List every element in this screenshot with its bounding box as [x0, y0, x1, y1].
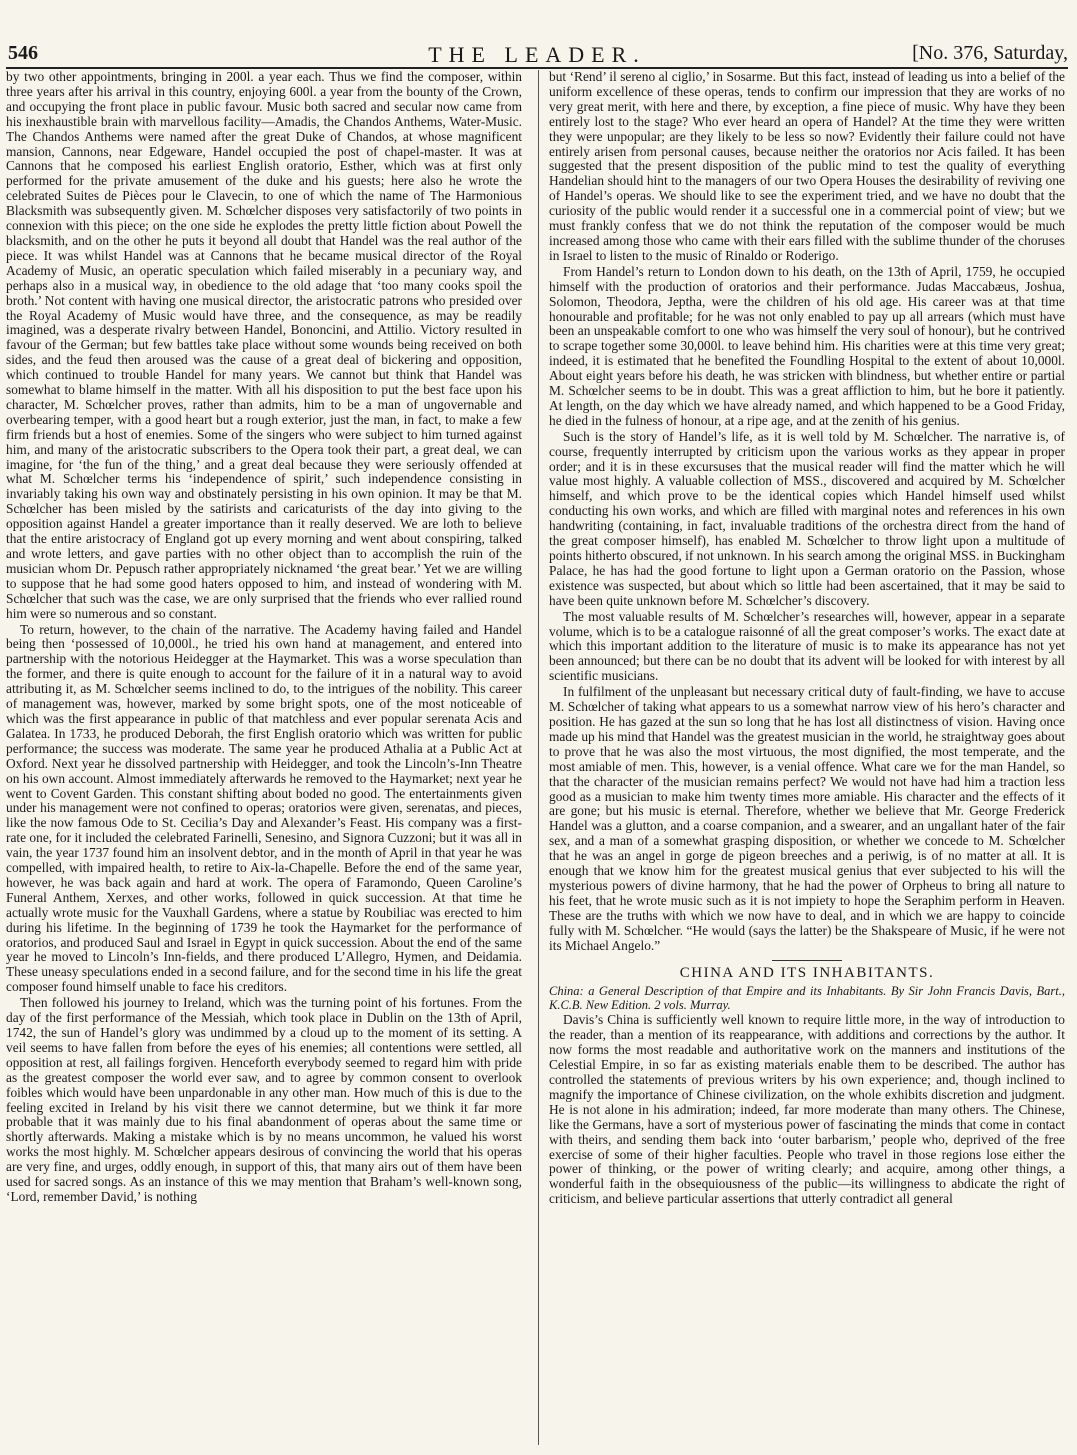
left-column: [6, 70, 522, 1445]
masthead-rule: [6, 67, 1068, 69]
article-paragraph: In fulfilment of the unpleasant but necessary critical duty of fault-finding, we have to accuse M. Schœlcher of taking what appears to us a somewhat narrow view of his hero’s character and position. He has gazed at the sun so long that he has lost all distinctness of vision. Having once made up his mind that Handel was the greatest musician in the world, he straightway goes about to prove that he was also the most virtuous, the most dignified, the most temperate, and the most amiable of men. This, however, is a venial offence. What care we for the man Handel, so that the character of the musician remains perfect? We would not have had him a traction less good as a musician to make him twenty times more amiable. His character and the effects of it are gone; but his music is eternal. Therefore, whether we believe that Mr. George Frederick Handel was a glutton, and a coarse companion, and a swearer, and an ungallant hater of the fair sex, and a man of a somewhat grasping disposition, or whether we concede to M. Schœlcher that he was an angel in gorge de pigeon breeches and a periwig, is of no matter at all. It is enough that we know him for the greatest musical genius that ever subjected to his will the mysterious powers of divine harmony, that he had the power of Orpheus to bring all nature to his feet, that he wrote music such as it is not impiety to hope the Seraphim perform in Heaven. These are the truths with which we now have to deal, and in which we are happy to coincide fully with M. Schœlcher. “He would (says the latter) be the Shakspeare of Music, if he were not its Michael Angelo.”: [549, 684, 1065, 953]
column-divider: [538, 70, 539, 1445]
review-title: CHINA AND ITS INHABITANTS.: [679, 965, 935, 982]
article-paragraph: Then followed his journey to Ireland, which was the turning point of his fortunes. From the day of the first performance of the Messiah, which took place in Dublin on the 13th of April, 1742, the sun of Handel’s glory was undimmed by a cloud up to the moment of its setting. A veil seems to have fallen from before the eyes of his enemies; all contentions were settled, all opposition at rest, all failings forgiven. Henceforth everybody seemed to regard him with pride as the greatest composer the world ever saw, and to agree by common consent to overlook foibles which would have been unpardonable in any other man. How much of this is due to the feeling excited in Ireland by his visit there we cannot determine, but we think it far more probable that it was mainly due to his final abandonment of operas about the same time or shortly afterwards. Making a mistake which is by no means uncommon, he valued his worst works the most highly. M. Schœlcher appears desirous of convincing the world that his operas are very fine, and urges, oddly enough, in support of this, that many airs out of them have been used for sacred songs. As an instance of this we may mention that Braham’s well-known song, ‘Lord, remember David,’ is nothing: [6, 995, 522, 1204]
article-paragraph: by two other appointments, bringing in 200l. a year each. Thus we find the composer, within three years after his arrival in this country, enjoying 600l. a year from the bounty of the Crown, and occupying the front place in public favour. Music both sacred and secular now came from his inexhaustible brain with marvellous facility—Amadis, the Chandos Anthems, Water-Music. The Chandos Anthems were named after the great Duke of Chandos, at whose magnificent mansion, Cannons, near Edgeware, Handel occupied the post of chapel-master. It was at Cannons that he composed his earliest English oratorio, Esther, which was at first only performed for the private amusement of the duke and his guests; here also he wrote the celebrated Suites de Pièces pour le Clavecin, to one of which the name of The Harmonious Blacksmith was subsequently given. M. Schœlcher disposes very satisfactorily of two points in connexion with this piece; on the one side he explodes the pretty little fiction about Powell the blacksmith, and on the other he puts it beyond all doubt that Handel was the real author of the piece. It was whilst Handel was at Cannons that he became musical director of the Royal Academy of Music, an operatic speculation which failed miserably in a pecuniary way, and perhaps also in a musical way, in obedience to the old adage that ‘too many cooks spoil the broth.’ Not content with having one musical director, the aristocratic patrons who presided over the Royal Academy of Music would have three, and the consequence, as may be readily imagined, was a desperate rivalry between Handel, Bononcini, and Attilio. Victory resulted in favour of the German; but few battles take place without some wounds being received on both sides, and the feud then aroused was the cause of a great deal of bickering and opposition, which continued to trouble Handel for many years. We cannot but think that Handel was somewhat to blame himself in the matter. With all his disposition to put the best face upon his character, M. Schœlcher proves, rather than admits, him to be a man of ungovernable and overbearing temper, with a good heart but a rough exterior, just the man, in fact, to make a few firm friends but a host of enemies. Some of the singers who were subject to him turned against him, and many of the aristocratic subscribers to the Opera took their part, a great deal, we can imagine, for ‘the fun of the thing,’ and a great deal because they were seriously offended at what M. Schœlcher terms his ‘independence of spirit,’ such independence consisting in invariably taking his own way and obstinately persisting in his own opinion. It may be that M. Schœlcher has been misled by the satirists and caricaturists of the day into giving to the opposition against Handel a greater importance than it really deserved. We are loth to believe that the entire aristocracy of England got up every morning and went about conspiring, talked and wrote letters, and gave parties with no other object than to accomplish the ruin of the musician whom Dr. Pepusch rather appropriately nicknamed ‘the great bear.’ Yet we are willing to suppose that he had some good haters opposed to him, and instead of wondering with M. Schœlcher that such was the case, we are only surprised that the friends who ever rallied round him were so numerous and so constant.: [6, 70, 522, 621]
article-paragraph: but ‘Rend’ il sereno al ciglio,’ in Sosarme. But this fact, instead of leading us into a belief of the uniform excellence of these operas, tends to confirm our impression that they are works of no very great merit, with here and there, by exception, a fine piece of music. Why have they been entirely lost to the stage? Who ever heard an opera of Handel? At the time they were written they were unpopular; are they likely to be less so now? Evidently their failure could not have entirely arisen from personal causes, because neither the oratorios nor Acis failed. It has been suggested that the present disposition of the public mind to test the quality of everything Handelian should hint to the managers of our two Opera Houses the desirability of reviving one of Handel’s operas. We should like to see the experiment tried, and we have no doubt that the curiosity of the public would render it a successful one in a commercial point of view; but we must frankly confess that we do not think the reputation of the composer would be much increased among those who came with their ears filled with the sublime thunder of the choruses in Israel to listen to the music of Rinaldo or Roderigo.: [549, 70, 1065, 263]
masthead: [6, 42, 1068, 66]
article-paragraph: To return, however, to the chain of the narrative. The Academy having failed and Handel being then ‘possessed of 10,000l., he tried his own hand at management, and entered into partnership with the notorious Heidegger at the Haymarket. This was a worse speculation than the former, and there is quite enough to account for the failure of it in a natural way to avoid attributing it, as M. Schœlcher seems inclined to do, to the intrigues of the nobility. This career of management was, however, marked by some bright spots, one of the most noticeable of which was the first appearance in public of that matchless and ever popular serenata Acis and Galatea. In 1733, he produced Deborah, the first English oratorio which was written for public performance; the success was moderate. The same year he produced Athalia at a Public Act at Oxford. Next year he dissolved partnership with Heidegger, and took the Lincoln’s-Inn Theatre on his own account. Almost immediately afterwards he removed to the Haymarket; next year he went to Covent Garden. This constant shifting about boded no good. The entertainments given under his management were not confined to operas; oratorios were given, serenatas, and pieces, like the now famous Ode to St. Cecilia’s Day and Alexander’s Feast. His company was a first-rate one, for it included the celebrated Farinelli, Senesino, and Signora Cuzzoni; but it was all in vain, the year 1737 found him an insolvent debtor, and in the month of April in that year he was compelled, with impaired health, to retire to Aix-la-Chapelle. Before the end of the same year, however, he was back again and hard at work. The opera of Faramondo, Queen Caroline’s Funeral Anthem, Xerxes, and other works, followed in quick succession. At that time he actually wrote music for the Vauxhall Gardens, where a statue by Roubiliac was erected to him during his lifetime. In the beginning of 1739 he took the Haymarket for the performance of oratorios, and produced Saul and Israel in Egypt in quick succession. About the end of the same year he moved to Lincoln’s Inn-fields, and there produced L’Allegro, Hymen, and Deidamia. These uneasy speculations ended in a second failure, and for the second time in his life the great composer found himself unable to face his creditors.: [6, 621, 522, 995]
newspaper-title: THE LEADER.: [428, 42, 646, 67]
review-body: Davis’s China is sufficiently well known to require little more, in the way of introduction to the reader, than a mention of its reappearance, with additions and corrections by the author. It now forms the most readable and authoritative work on the manners and institutions of the Celestial Empire, in so far as existing materials enable them to be described. The author has controlled the statements of previous writers by his own experience; and, though inclined to magnify the importance of Chinese civilization, on the whole exhibits discretion and judgment. He is not alone in his admiration; indeed, far more moderate than many others. The Chinese, like the Germans, have a sort of mysterious power of fascinating the minds that come in contact with theirs, and sending them back into ‘outer barbarism,’ people who, deprived of the free exercise of some of their higher faculties. People who travel in those regions lose either the power of thinking, or the power of writing clearly; and acquire, among other things, a wonderful faith in the obsequiousness of the public—its willingness to abdicate the right of criticism, and believe particular assertions that utterly contradict all general: [549, 1012, 1065, 1207]
review-source: [549, 984, 1065, 1012]
right-column: [549, 70, 1065, 1445]
section-rule: [772, 960, 842, 961]
article-paragraph: The most valuable results of M. Schœlcher’s researches will, however, appear in a separate volume, which is to be a catalogue raisonné of all the great composer’s works. The exact date at which this important addition to the literature of music is to make its appearance has not yet been announced; but there can be no doubt that its advent will be looked for with interest by all scientific musicians.: [549, 608, 1065, 684]
page-number: 546: [8, 42, 38, 64]
article-paragraph: From Handel’s return to London down to his death, on the 13th of April, 1759, he occupied himself with the production of oratorios and their performance. Judas Maccabæus, Joshua, Solomon, Theodora, Jeptha, were the children of his old age. His career was at that time honourable and profitable; for he was not only enabled to pay up all arrears (which must have been an unspeakable comfort to one who was himself the very soul of honour), but he contrived to scrape together some 30,000l. to leave behind him. His charities were at this time very great; indeed, it is estimated that he benefited the Foundling Hospital to the extent of about 10,000l. About eight years before his death, he was stricken with blindness, but whether entire or partial M. Schœlcher seems to be in doubt. This was a great affliction to him, but he bore it patiently. At length, on the day which we have already named, and which happened to be a Good Friday, he died in the fulness of honour, at a ripe age, and at the zenith of his genius.: [549, 263, 1065, 428]
review-source-text: China: a General Description of that Empire and its Inhabitants. By Sir John Francis Davis, Bart., K.C.B. New Edition. 2 vols. Murray.: [549, 984, 1065, 1013]
article-paragraph: Such is the story of Handel’s life, as it is well told by M. Schœlcher. The narrative is, of course, frequently interrupted by criticism upon the various works as they appear in proper order; and it is in these excursuses that the musical reader will find the matter which he will value most highly. A valuable collection of MSS., discovered and acquired by M. Schœlcher himself, and which prove to be the identical copies which Handel himself used whilst conducting his own works, and which are filled with marginal notes and references in his own handwriting (containing, in fact, invaluable traditions of the orchestra direct from the hand of the great composer himself), has enabled M. Schœlcher to throw light upon a multitude of points hitherto obscured, if not unknown. In his search among the original MSS. in Buckingham Palace, he has had the good fortune to light upon a German oratorio on the Passion, whose existence was suspected, but about which so little had been ascertained, that it may be said to have been quite unknown before M. Schœlcher’s discovery.: [549, 428, 1065, 608]
issue-number: [No. 376, Saturday,: [912, 42, 1068, 64]
